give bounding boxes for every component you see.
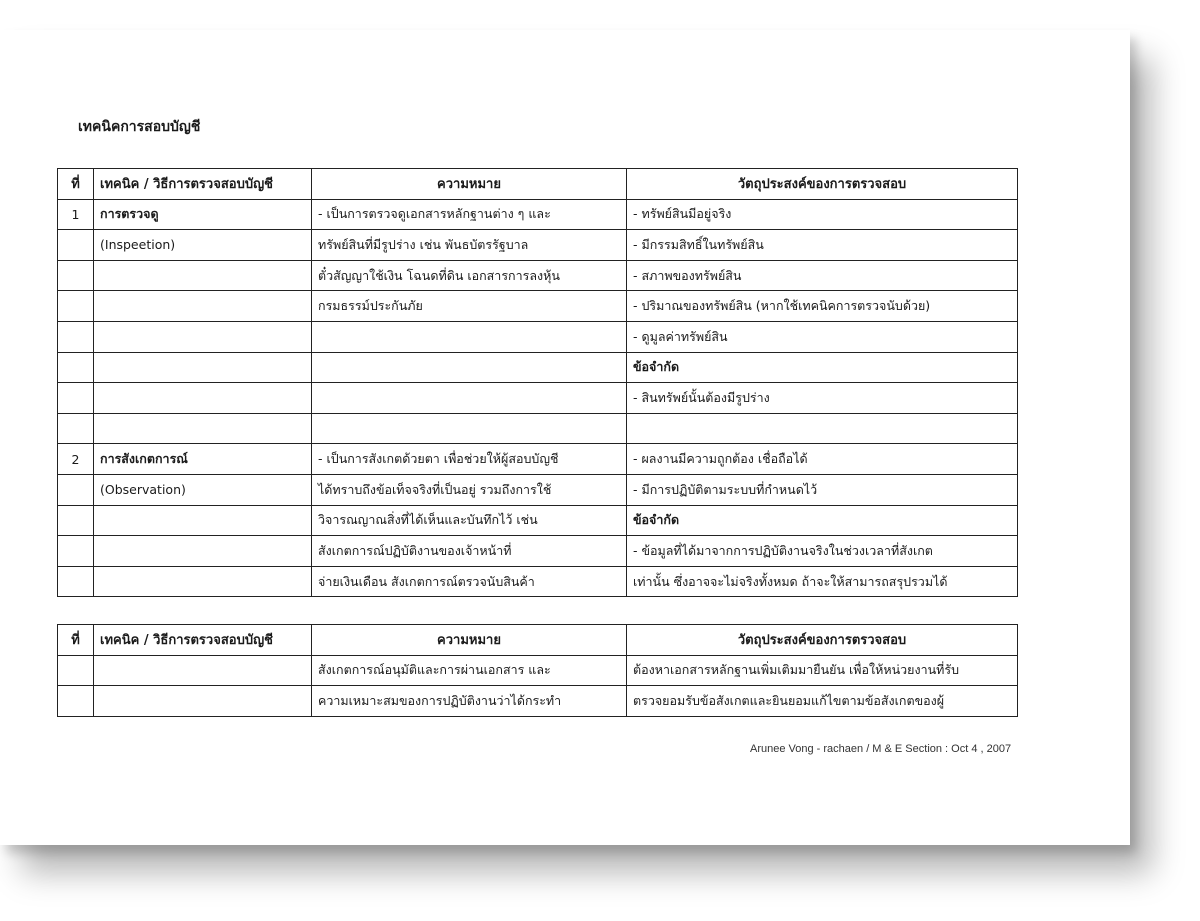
table-row <box>58 291 1018 322</box>
header-technique: เทคนิค / วิธีการตรวจสอบบัญชี <box>94 169 312 200</box>
cell-technique <box>94 686 312 717</box>
table-row <box>58 413 1018 444</box>
cell-meaning: - เป็นการสังเกตด้วยตา เพื่อช่วยให้ผู้สอบบัญชี <box>312 444 627 475</box>
cell-objective: ตรวจยอมรับข้อสังเกตและยินยอมแก้ไขตามข้อสังเกตของผู้ <box>627 686 1018 717</box>
cell-technique: (Observation) <box>94 474 312 505</box>
table-row <box>58 230 1018 261</box>
table-body-1 <box>58 199 1018 597</box>
cell-meaning: - เป็นการตรวจดูเอกสารหลักฐานต่าง ๆ และ <box>312 199 627 230</box>
table-row <box>58 536 1018 567</box>
footer-credit: Arunee Vong - rachaen / M & E Section : Oct 4 , 2007 <box>750 743 1012 755</box>
header-row <box>58 169 1018 200</box>
cell-no <box>58 536 94 567</box>
cell-meaning: ความเหมาะสมของการปฏิบัติงานว่าได้กระทำ <box>312 686 627 717</box>
cell-technique <box>94 505 312 536</box>
table-row <box>58 505 1018 536</box>
cell-meaning: ตั๋วสัญญาใช้เงิน โฉนดที่ดิน เอกสารการลงหุ้น <box>312 260 627 291</box>
header-objective: วัตถุประสงค์ของการตรวจสอบ <box>627 625 1018 656</box>
cell-meaning: สังเกตการณ์ปฏิบัติงานของเจ้าหน้าที่ <box>312 536 627 567</box>
cell-objective <box>627 413 1018 444</box>
cell-meaning: กรมธรรม์ประกันภัย <box>312 291 627 322</box>
cell-technique <box>94 536 312 567</box>
cell-technique <box>94 260 312 291</box>
cell-objective: เท่านั้น ซึ่งอาจจะไม่จริงทั้งหมด ถ้าจะให้สามารถสรุปรวมได้ <box>627 566 1018 597</box>
table-row <box>58 260 1018 291</box>
cell-technique <box>94 321 312 352</box>
cell-meaning: วิจารณญาณสิ่งที่ได้เห็นและบันทึกไว้ เช่น <box>312 505 627 536</box>
cell-technique <box>94 383 312 414</box>
cell-technique: การสังเกตการณ์ <box>94 444 312 475</box>
cell-no <box>58 566 94 597</box>
cell-technique <box>94 352 312 383</box>
cell-objective: ต้องหาเอกสารหลักฐานเพิ่มเติมมายืนยัน เพื่อให้หน่วยงานที่รับ <box>627 655 1018 686</box>
cell-meaning <box>312 352 627 383</box>
cell-no <box>58 321 94 352</box>
cell-technique: (Inspeetion) <box>94 230 312 261</box>
header-row <box>58 625 1018 656</box>
header-meaning: ความหมาย <box>312 169 627 200</box>
cell-no <box>58 260 94 291</box>
cell-meaning <box>312 383 627 414</box>
cell-no: 1 <box>58 199 94 230</box>
header-meaning: ความหมาย <box>312 625 627 656</box>
table-row <box>58 655 1018 686</box>
cell-no <box>58 291 94 322</box>
cell-objective: - สภาพของทรัพย์สิน <box>627 260 1018 291</box>
header-no: ที่ <box>58 169 94 200</box>
table-row <box>58 199 1018 230</box>
page-title: เทคนิคการสอบบัญชี <box>78 119 201 135</box>
cell-no <box>58 474 94 505</box>
audit-technique-table-1 <box>57 168 1018 597</box>
table-row <box>58 444 1018 475</box>
cell-objective: ข้อจำกัด <box>627 505 1018 536</box>
cell-objective: - ข้อมูลที่ได้มาจากการปฏิบัติงานจริงในช่วงเวลาที่สังเกต <box>627 536 1018 567</box>
table-row <box>58 474 1018 505</box>
cell-technique <box>94 655 312 686</box>
cell-meaning: จ่ายเงินเดือน สังเกตการณ์ตรวจนับสินค้า <box>312 566 627 597</box>
cell-meaning <box>312 321 627 352</box>
table-row <box>58 321 1018 352</box>
header-technique: เทคนิค / วิธีการตรวจสอบบัญชี <box>94 625 312 656</box>
cell-no <box>58 686 94 717</box>
table-row <box>58 566 1018 597</box>
cell-no <box>58 655 94 686</box>
table-row <box>58 383 1018 414</box>
cell-technique <box>94 566 312 597</box>
cell-no <box>58 230 94 261</box>
cell-objective: - ทรัพย์สินมีอยู่จริง <box>627 199 1018 230</box>
cell-meaning: สังเกตการณ์อนุมัติและการผ่านเอกสาร และ <box>312 655 627 686</box>
cell-no: 2 <box>58 444 94 475</box>
table-row <box>58 686 1018 717</box>
cell-meaning <box>312 413 627 444</box>
cell-objective: ข้อจำกัด <box>627 352 1018 383</box>
cell-objective: - สินทรัพย์นั้นต้องมีรูปร่าง <box>627 383 1018 414</box>
header-objective: วัตถุประสงค์ของการตรวจสอบ <box>627 169 1018 200</box>
cell-objective: - มีกรรมสิทธิ์ในทรัพย์สิน <box>627 230 1018 261</box>
cell-objective: - ปริมาณของทรัพย์สิน (หากใช้เทคนิคการตรวจนับด้วย) <box>627 291 1018 322</box>
cell-meaning: ทรัพย์สินที่มีรูปร่าง เช่น พันธบัตรรัฐบาล <box>312 230 627 261</box>
header-no: ที่ <box>58 625 94 656</box>
table-row <box>58 352 1018 383</box>
cell-no <box>58 352 94 383</box>
cell-technique <box>94 291 312 322</box>
cell-meaning: ได้ทราบถึงข้อเท็จจริงที่เป็นอยู่ รวมถึงการใช้ <box>312 474 627 505</box>
cell-technique <box>94 413 312 444</box>
cell-objective: - ดูมูลค่าทรัพย์สิน <box>627 321 1018 352</box>
cell-technique: การตรวจดู <box>94 199 312 230</box>
cell-no <box>58 505 94 536</box>
table-body-2 <box>58 655 1018 716</box>
cell-objective: - ผลงานมีความถูกต้อง เชื่อถือได้ <box>627 444 1018 475</box>
cell-objective: - มีการปฏิบัติตามระบบที่กำหนดไว้ <box>627 474 1018 505</box>
cell-no <box>58 383 94 414</box>
cell-no <box>58 413 94 444</box>
audit-technique-table-2 <box>57 624 1018 717</box>
